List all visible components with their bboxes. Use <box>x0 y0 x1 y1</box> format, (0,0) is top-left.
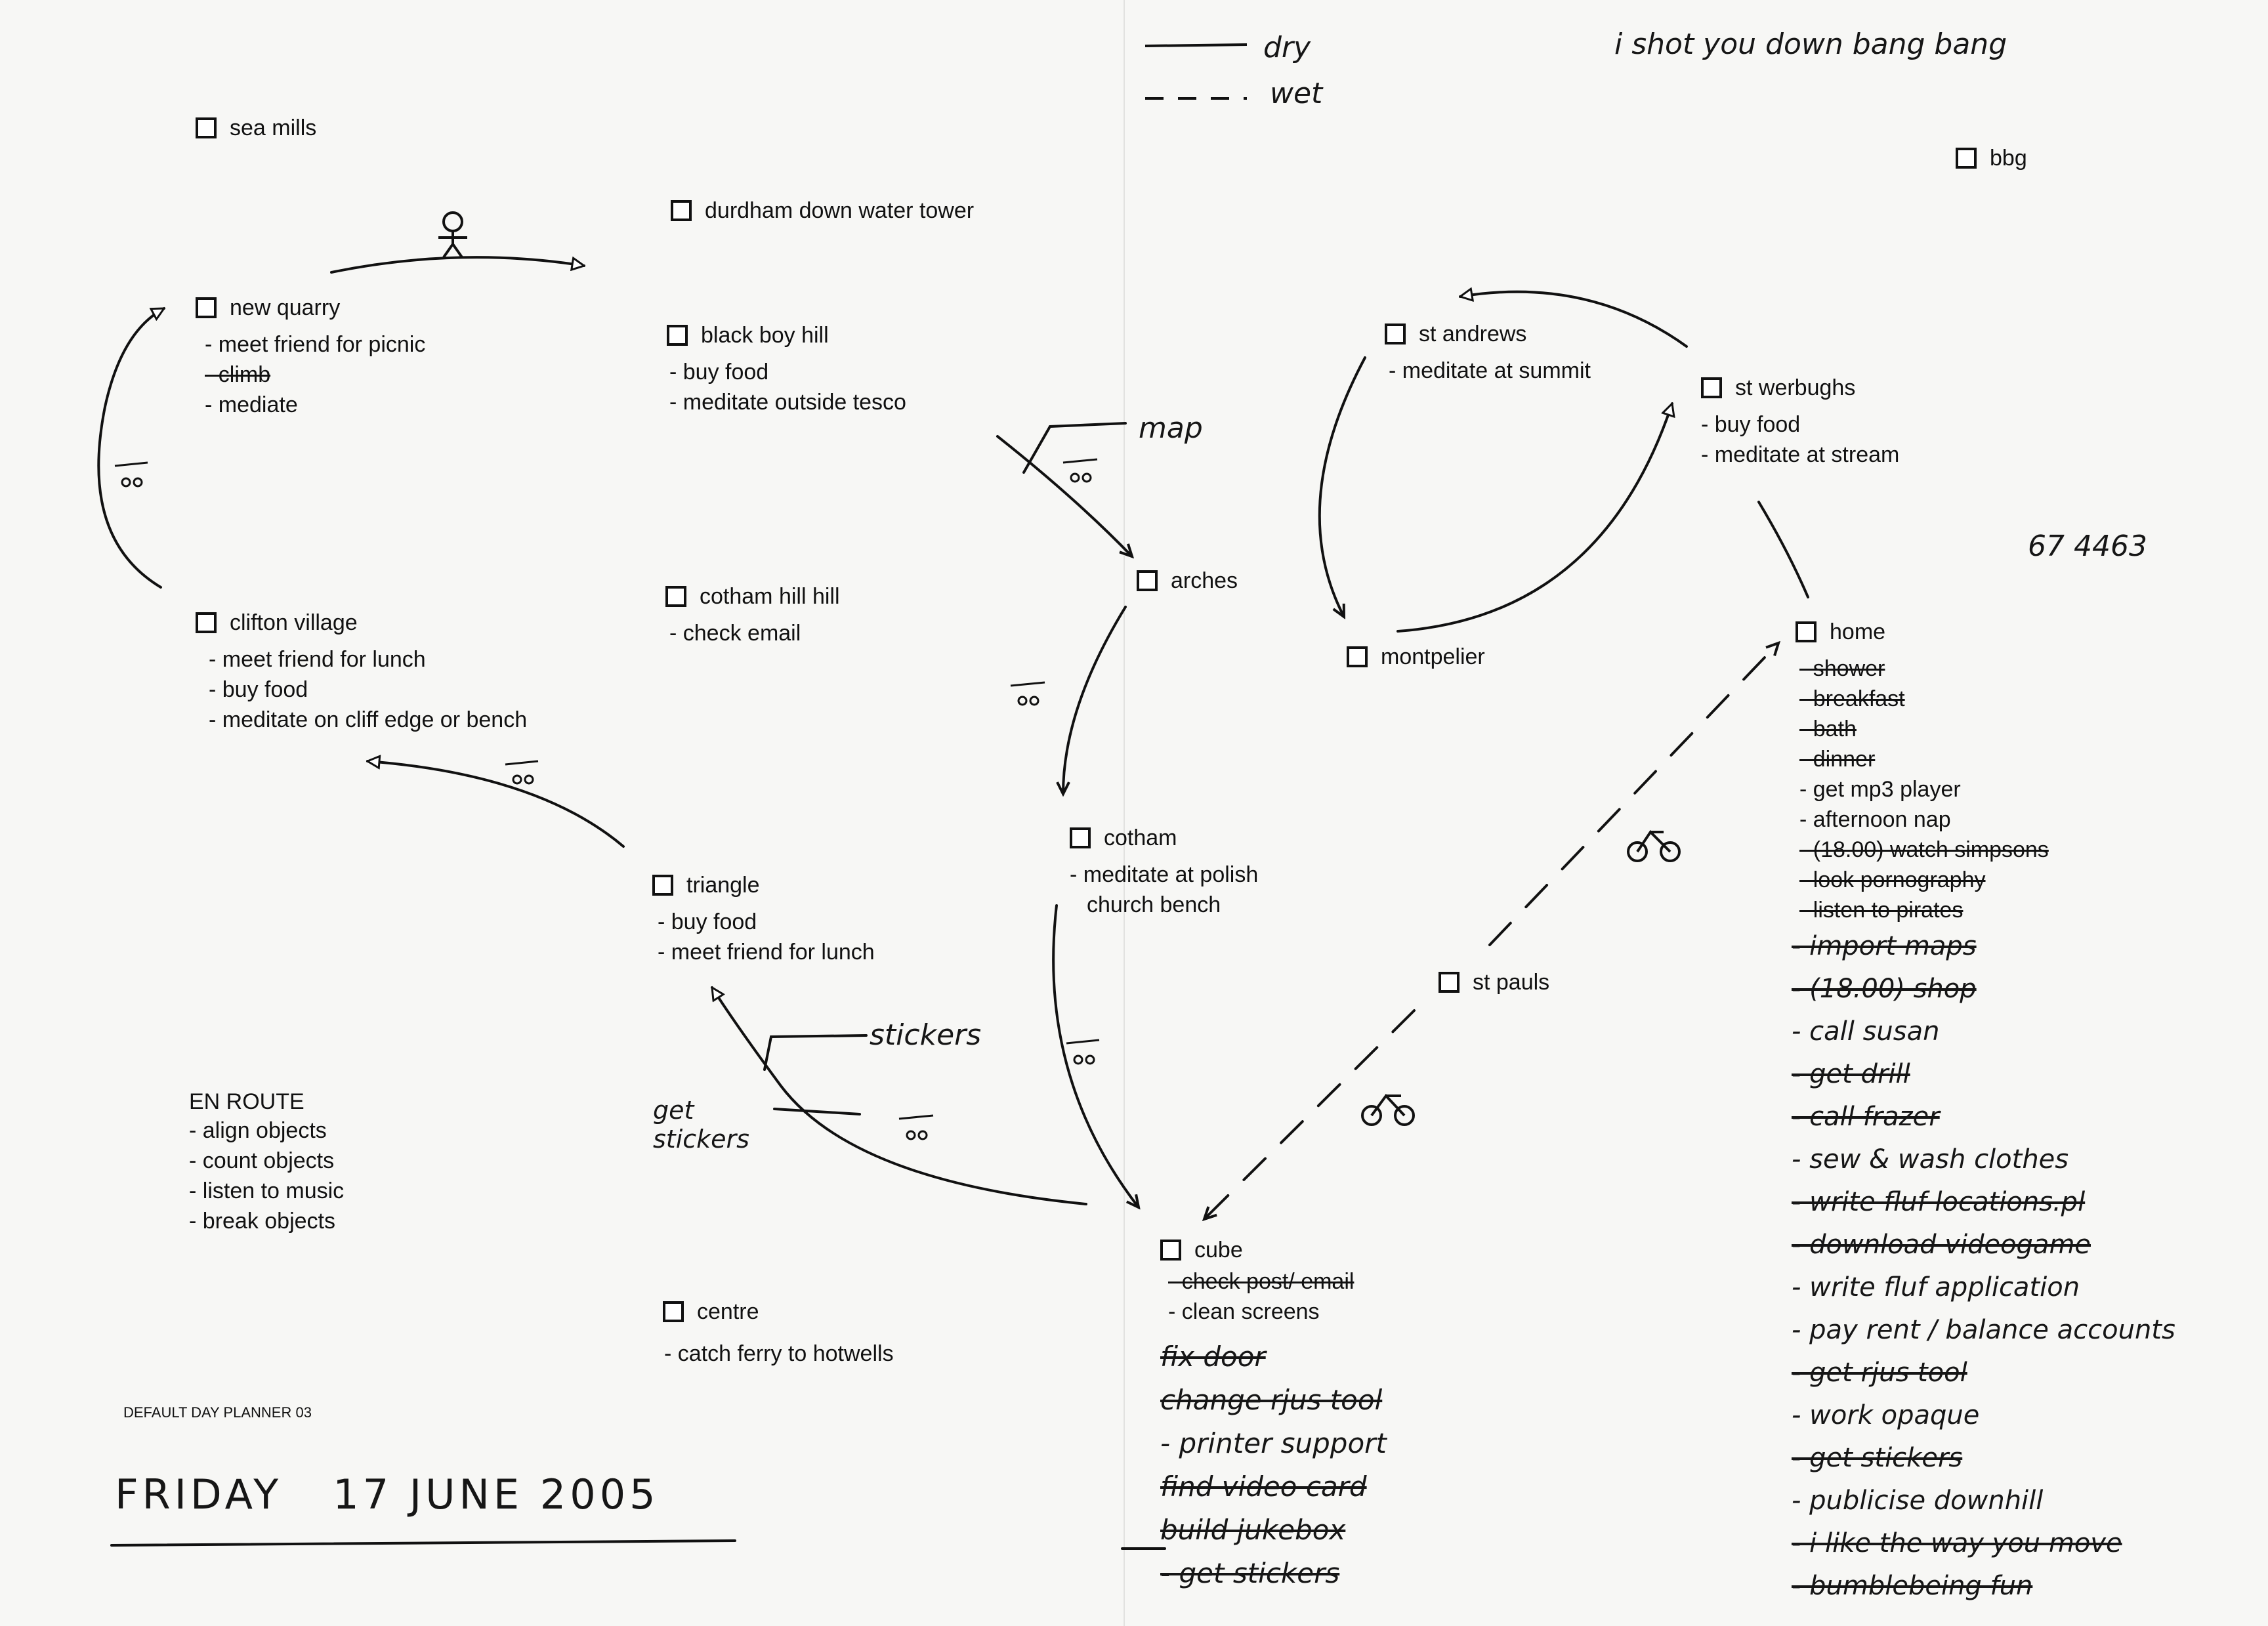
task-item: - meditate on cliff edge or bench <box>209 707 528 732</box>
en-route-list <box>189 1115 344 1236</box>
phone-number: 67 4463 <box>2028 530 2147 563</box>
node-title: new quarry <box>230 295 341 320</box>
node-title: st andrews <box>1419 322 1527 346</box>
en-route-item: - break objects <box>189 1209 335 1234</box>
planner-label: DEFAULT DAY PLANNER 03 <box>123 1404 312 1421</box>
route-new-quarry-to-durdham <box>331 257 584 272</box>
task-item: - check email <box>669 621 801 646</box>
en-route-item: - listen to music <box>189 1178 345 1203</box>
checkbox[interactable] <box>196 612 217 633</box>
handwritten-item-done: - write fluf locations.pl <box>1792 1187 2086 1217</box>
task-item: - buy food <box>209 677 308 702</box>
annotation-get-stickers: get stickers <box>653 1096 749 1154</box>
handwritten-item: - publicise downhill <box>1792 1486 2044 1516</box>
route-werbughs-to-home <box>1759 502 1808 597</box>
checkbox[interactable] <box>1385 323 1406 344</box>
checkbox[interactable] <box>1160 1240 1181 1261</box>
task-item-done: - bath <box>1799 717 1857 741</box>
stickers-leader <box>765 1035 866 1070</box>
node-triangle <box>652 870 875 967</box>
task-item: - meet friend for picnic <box>205 332 426 357</box>
handwritten-item-done: - i like the way you move <box>1792 1528 2122 1558</box>
checkbox[interactable] <box>1796 621 1816 642</box>
task-item-done: - breakfast <box>1799 686 1905 711</box>
node-title: cotham <box>1104 825 1177 850</box>
node-cube <box>1160 1235 1354 1327</box>
checkbox[interactable] <box>665 586 686 607</box>
task-item: church bench <box>1087 892 1221 917</box>
route-clifton-to-new-quarry <box>98 308 164 587</box>
en-route-item: - count objects <box>189 1148 335 1173</box>
route-st-pauls-to-home <box>1490 643 1778 945</box>
handwritten-item: - pay rent / balance accounts <box>1792 1315 2175 1345</box>
handwritten-item: - printer support <box>1160 1427 1387 1459</box>
node-title: cotham hill hill <box>700 584 840 609</box>
node-montpelier <box>1347 642 1485 672</box>
checkbox[interactable] <box>1956 148 1977 169</box>
handwritten-item: - write fluf application <box>1792 1272 2080 1303</box>
task-item: - meet friend for lunch <box>658 940 875 965</box>
handwritten-item-done: find video card <box>1160 1470 1367 1503</box>
node-title: st pauls <box>1473 970 1550 995</box>
node-home <box>1796 617 2049 925</box>
node-new-quarry <box>196 293 425 420</box>
node-title: cube <box>1194 1238 1243 1262</box>
handwritten-item-done: - get stickers <box>1792 1443 1963 1473</box>
en-route-item: - align objects <box>189 1118 327 1143</box>
node-title: black boy hill <box>701 323 829 348</box>
task-item-done: - climb <box>205 362 271 387</box>
handwritten-item-done: - download videogame <box>1792 1230 2091 1260</box>
node-title: bbg <box>1990 146 2027 171</box>
handwritten-item: - call susan <box>1792 1016 1940 1047</box>
date-heading: FRIDAY 17 JUNE 2005 <box>115 1470 660 1518</box>
task-item: - catch ferry to hotwells <box>664 1341 894 1366</box>
node-sea-mills <box>196 113 316 143</box>
node-arches <box>1137 566 1238 596</box>
node-title: triangle <box>686 873 760 898</box>
node-title: home <box>1830 619 1886 644</box>
node-cotham <box>1070 823 1258 920</box>
node-st-werbughs <box>1701 373 1899 470</box>
node-clifton-village <box>196 608 527 735</box>
task-item: - clean screens <box>1168 1299 1320 1324</box>
task-item: - get mp3 player <box>1799 777 1961 802</box>
task-item-done: - look pornography <box>1799 867 1986 892</box>
node-title: durdham down water tower <box>705 198 975 223</box>
handwritten-item-done: - get rjus tool <box>1792 1358 1967 1388</box>
node-bbg <box>1956 143 2027 173</box>
node-cotham-hill-hill <box>665 581 840 648</box>
route-triangle-to-clifton <box>368 761 623 846</box>
handwritten-item-done: - (18.00) shop <box>1792 974 1977 1004</box>
task-item: - meditate at stream <box>1701 442 1900 467</box>
task-item-done: - (18.00) watch simpsons <box>1799 837 2049 862</box>
task-item: - meet friend for lunch <box>209 647 426 672</box>
handwritten-item-done: - get stickers <box>1160 1557 1340 1589</box>
route-arches-to-cotham <box>1063 607 1125 794</box>
checkbox[interactable] <box>671 200 692 221</box>
en-route-title: EN ROUTE <box>189 1089 304 1114</box>
node-st-andrews <box>1385 319 1591 386</box>
checkbox[interactable] <box>667 325 688 346</box>
node-durdham-down-water-tower <box>671 196 974 226</box>
handwritten-item: - work opaque <box>1792 1400 1980 1430</box>
node-title: st werbughs <box>1735 375 1856 400</box>
checkbox[interactable] <box>663 1301 684 1322</box>
bicycle-icon <box>1362 1096 1414 1125</box>
walking-figure-icon <box>438 213 467 257</box>
task-item: - buy food <box>658 909 757 934</box>
bicycle-icon <box>1628 832 1679 861</box>
task-item-done: - dinner <box>1799 747 1876 772</box>
node-black-boy-hill <box>667 320 906 417</box>
handwritten-item-done: fix door <box>1160 1341 1266 1373</box>
handwritten-item-done: - import maps <box>1792 931 1977 961</box>
task-item: - mediate <box>205 392 298 417</box>
node-title: sea mills <box>230 115 317 140</box>
legend-dry-label: dry <box>1263 31 1311 64</box>
handwritten-item-done: - bumblebeing fun <box>1792 1571 2033 1601</box>
get-stickers-leader <box>774 1109 860 1114</box>
checkbox[interactable] <box>1137 570 1158 591</box>
task-item: - meditate outside tesco <box>669 390 906 415</box>
node-st-pauls <box>1438 967 1549 997</box>
task-item: - meditate at polish <box>1070 862 1259 887</box>
node-title: montpelier <box>1381 644 1485 669</box>
checkbox[interactable] <box>1070 827 1091 848</box>
checkbox[interactable] <box>1347 646 1368 667</box>
node-title: arches <box>1171 568 1238 593</box>
handwritten-item: - sew & wash clothes <box>1792 1144 2069 1175</box>
node-title: centre <box>697 1299 759 1324</box>
route-st-pauls-to-cube <box>1204 1011 1414 1219</box>
annotation-map: map <box>1139 411 1203 445</box>
date-underline <box>112 1541 735 1545</box>
checkbox[interactable] <box>652 875 673 896</box>
task-item-done: - listen to pirates <box>1799 898 1964 923</box>
checkbox[interactable] <box>1701 377 1722 398</box>
handwritten-cube-list <box>1160 1335 1387 1595</box>
checkbox[interactable] <box>1438 972 1460 993</box>
handwritten-home-list <box>1792 925 2175 1608</box>
route-cotham-to-cube <box>1053 906 1139 1207</box>
handwritten-item-done: - get drill <box>1792 1059 1910 1089</box>
route-montpelier-to-werbughs <box>1398 404 1672 631</box>
handwritten-item-done: - call frazer <box>1792 1102 1940 1132</box>
checkbox[interactable] <box>196 297 217 318</box>
checkbox[interactable] <box>196 117 217 138</box>
lyric-note: i shot you down bang bang <box>1614 28 2007 61</box>
legend-wet-label: wet <box>1270 77 1323 110</box>
route-andrews-to-montpelier <box>1320 358 1365 617</box>
task-item: - meditate at summit <box>1389 358 1591 383</box>
task-item-done: - check post/ email <box>1168 1269 1354 1294</box>
legend-dry-line <box>1145 45 1247 46</box>
task-item: - buy food <box>1701 412 1801 437</box>
node-title: clifton village <box>230 610 358 635</box>
handwritten-item-done: change rjus tool <box>1160 1384 1383 1416</box>
task-item: - buy food <box>669 360 769 385</box>
handwritten-item-done: build jukebox <box>1160 1514 1346 1546</box>
map-leader <box>1024 423 1125 472</box>
task-item-done: - shower <box>1799 656 1885 681</box>
route-black-boy-to-arches <box>998 436 1132 556</box>
task-item: - afternoon nap <box>1799 807 1951 832</box>
node-centre <box>663 1297 894 1369</box>
annotation-stickers: stickers <box>870 1018 982 1052</box>
